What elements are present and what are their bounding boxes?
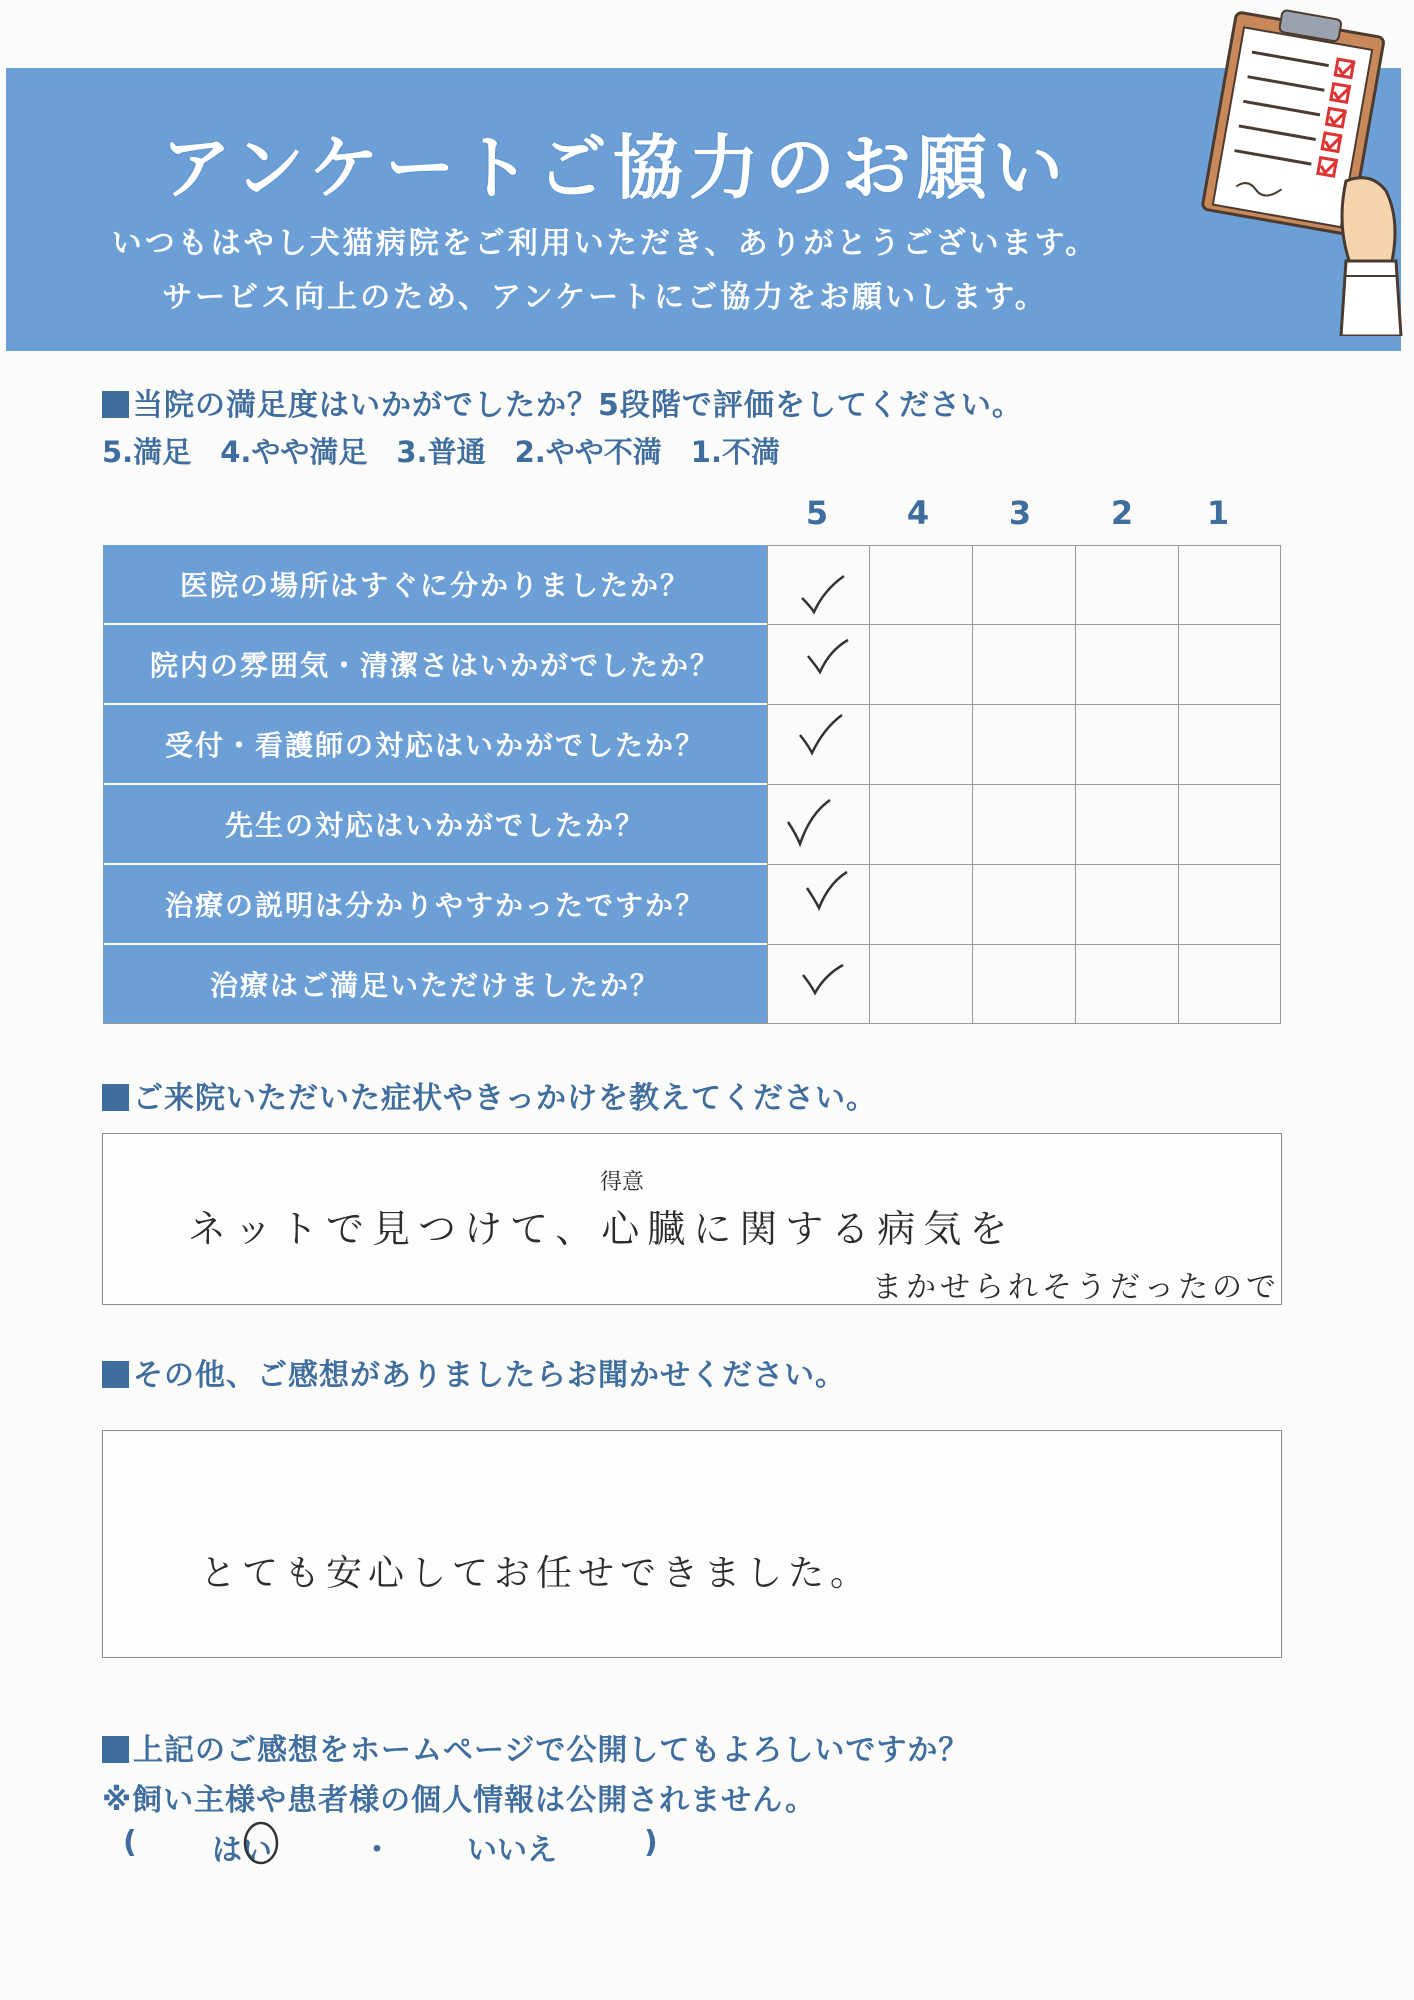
scale-header-1: 1 (1206, 494, 1230, 532)
grid-line (767, 864, 1281, 865)
grid-line (767, 784, 1281, 785)
comments-answer-box (102, 1430, 1282, 1658)
consent-no-option[interactable]: いいえ (467, 1833, 557, 1868)
question-5: 治療の説明は分かりやすかったですか？ (103, 865, 767, 943)
close-paren: ) (644, 1825, 658, 1860)
question-3: 受付・看護師の対応はいかがでしたか？ (103, 705, 767, 783)
grid-line (767, 944, 1281, 945)
scale-header-4: 4 (906, 494, 930, 532)
question-6: 治療はご満足いただけましたか？ (103, 945, 767, 1023)
intro-line-1: いつもはやし犬猫病院をご利用いただき、ありがとうございます。 (111, 226, 1099, 261)
square-bullet-icon (102, 391, 129, 418)
publish-note: ※飼い主様や患者様の個人情報は公開されません。 (102, 1783, 816, 1818)
satisfaction-heading (102, 380, 1023, 424)
reason-heading-text: ご来院いただいた症状やきっかけを教えてください。 (133, 1081, 877, 1116)
comments-heading-text: その他、ご感想がありましたらお聞かせください。 (133, 1358, 846, 1393)
question-4: 先生の対応はいかがでしたか？ (103, 785, 767, 863)
page-title: アンケートご協力のお願い (161, 127, 1069, 209)
scale-header-2: 2 (1110, 494, 1134, 532)
satisfaction-heading-text: 当院の満足度はいかがでしたか？5段階で評価をしてください。 (133, 388, 1023, 423)
square-bullet-icon (102, 1736, 129, 1763)
reason-answer-line-1: ネットで見つけて、心臓に関する病気を (188, 1207, 1016, 1251)
question-1: 医院の場所はすぐに分かりましたか？ (103, 545, 767, 623)
scale-header-3: 3 (1008, 494, 1032, 532)
reason-answer-line-2: まかせられそうだったので (872, 1270, 1280, 1305)
question-2: 院内の雰囲気・清潔さはいかがでしたか？ (103, 625, 767, 703)
grid-line (767, 624, 1281, 625)
open-paren: ( (123, 1825, 137, 1860)
publish-heading (102, 1725, 969, 1769)
comments-answer: とても安心してお任せできました。 (200, 1553, 873, 1594)
clipboard-checklist-icon (1196, 6, 1411, 336)
grid-line (767, 704, 1281, 705)
intro-line-2: サービス向上のため、アンケートにご協力をお願いします。 (162, 280, 1048, 315)
consent-yes-option[interactable]: はい (212, 1833, 272, 1868)
publish-heading-text: 上記のご感想をホームページで公開してもよろしいですか？ (133, 1733, 970, 1768)
scale-header-5: 5 (805, 494, 829, 532)
reason-heading (102, 1073, 877, 1117)
comments-heading (102, 1350, 846, 1394)
square-bullet-icon (102, 1361, 129, 1388)
selection-circle-icon (240, 1818, 282, 1868)
consent-separator: ・ (362, 1833, 392, 1868)
scale-legend: 5.満足 4.やや満足 3.普通 2.やや不満 1.不満 (102, 435, 780, 469)
reason-answer-insert: 得意 (600, 1170, 645, 1195)
square-bullet-icon (102, 1084, 129, 1111)
